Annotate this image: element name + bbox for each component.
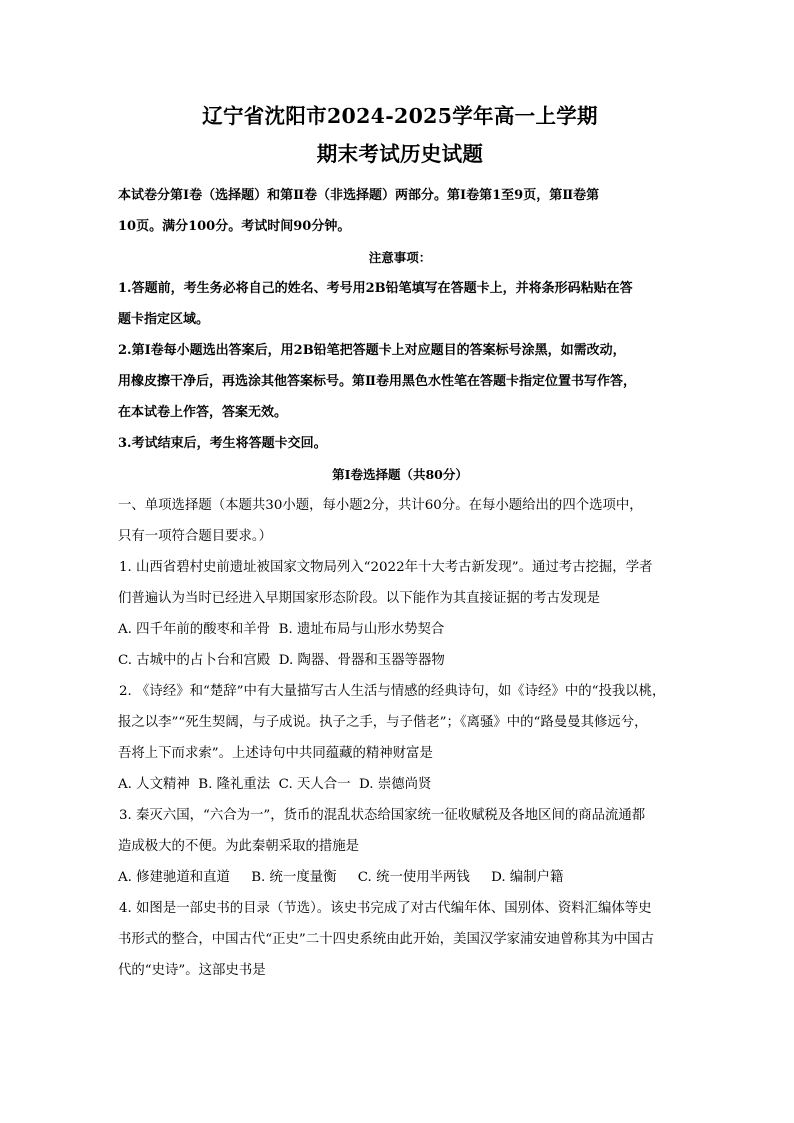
- question-options: C. 古城中的占卜台和宫殿 D. 陶器、骨器和玉器等器物: [118, 653, 445, 668]
- intro-line: 本试卷分第Ⅰ卷（选择题）和第Ⅱ卷（非选择题）两部分。第Ⅰ卷第1至9页，第Ⅱ卷第: [118, 188, 600, 203]
- notice-list: [118, 273, 682, 459]
- part1-instructions: [118, 490, 682, 552]
- exam-title-line1: 辽宁省沈阳市2024-2025学年高一上学期: [202, 104, 598, 128]
- notice-item-3: 3.考试结束后，考生将答题卡交回。: [118, 436, 327, 451]
- question-stem: 代的“史诗”。这部史书是: [118, 963, 266, 978]
- intro-line: 10页。满分100分。考试时间90分钟。: [118, 219, 351, 234]
- question-options: A. 修建驰道和直道 B. 统一度量衡 C. 统一使用半两钱 D. 编制户籍: [118, 870, 564, 885]
- part1-line: 一、单项选择题（本题共30小题，每小题2分，共计60分。在每小题给出的四个选项中，: [118, 498, 643, 513]
- question-stem: 2. 《诗经》和“楚辞”中有大量描写古人生活与情感的经典诗句，如《诗经》中的“投我以桃，: [119, 684, 666, 699]
- notice-item-2-cont: 用橡皮擦干净后，再选涂其他答案标号。第Ⅱ卷用黑色水性笔在答题卡指定位置书写作答，: [118, 374, 636, 389]
- part1-line: 只有一项符合题目要求。）: [118, 529, 272, 544]
- question-stem: 吾将上下而求索”。上述诗句中共同蕴藏的精神财富是: [118, 746, 433, 761]
- question-2: [118, 676, 682, 800]
- question-stem: 4. 如图是一部史书的目录（节选）。该史书完成了对古代编年体、国别体、资料汇编体等史: [119, 901, 652, 916]
- exam-intro: [118, 180, 682, 242]
- notice-item-2-cont: 在本试卷上作答，答案无效。: [118, 405, 288, 420]
- question-options: A. 人文精神 B. 隆礼重法 C. 天人合一 D. 崇德尚贤: [118, 777, 432, 792]
- question-4: [118, 893, 682, 986]
- question-options: A. 四千年前的酸枣和羊骨 B. 遗址布局与山形水势契合: [118, 622, 445, 637]
- section1-heading: 第Ⅰ卷选择题（共80分）: [332, 467, 468, 482]
- notice-item-1-cont: 题卡指定区域。: [118, 312, 210, 327]
- question-stem: 3. 秦灭六国，“六合为一”，货币的混乱状态给国家统一征收赋税及各地区间的商品流通都: [119, 808, 646, 823]
- notice-item-1: 1.答题前，考生务必将自己的姓名、考号用2B铅笔填写在答题卡上，并将条形码粘贴在答: [118, 281, 633, 296]
- question-stem: 书形式的整合，中国古代“正史”二十四史系统由此开始，美国汉学家浦安迪曾称其为中国古: [118, 932, 654, 947]
- question-stem: 造成极大的不便。为此秦朝采取的措施是: [118, 839, 360, 854]
- question-1: [118, 552, 682, 676]
- question-stem: 们普遍认为当时已经进入早期国家形态阶段。以下能作为其直接证据的考古发现是: [118, 591, 601, 606]
- notice-item-2: 2.第Ⅰ卷每小题选出答案后，用2B铅笔把答题卡上对应题目的答案标号涂黑，如需改动，: [118, 343, 626, 358]
- notice-heading: 注意事项：: [368, 250, 432, 265]
- question-3: [118, 800, 682, 893]
- question-stem: 1. 山西省碧村史前遗址被国家文物局列入“2022年十大考古新发现”。通过考古挖掘，学者: [119, 560, 653, 575]
- question-stem: 报之以李”“死生契阔，与子成说。执子之手，与子偕老”；《离骚》中的“路曼曼其修远兮，: [118, 715, 648, 730]
- exam-title-line2: 期末考试历史试题: [316, 142, 484, 166]
